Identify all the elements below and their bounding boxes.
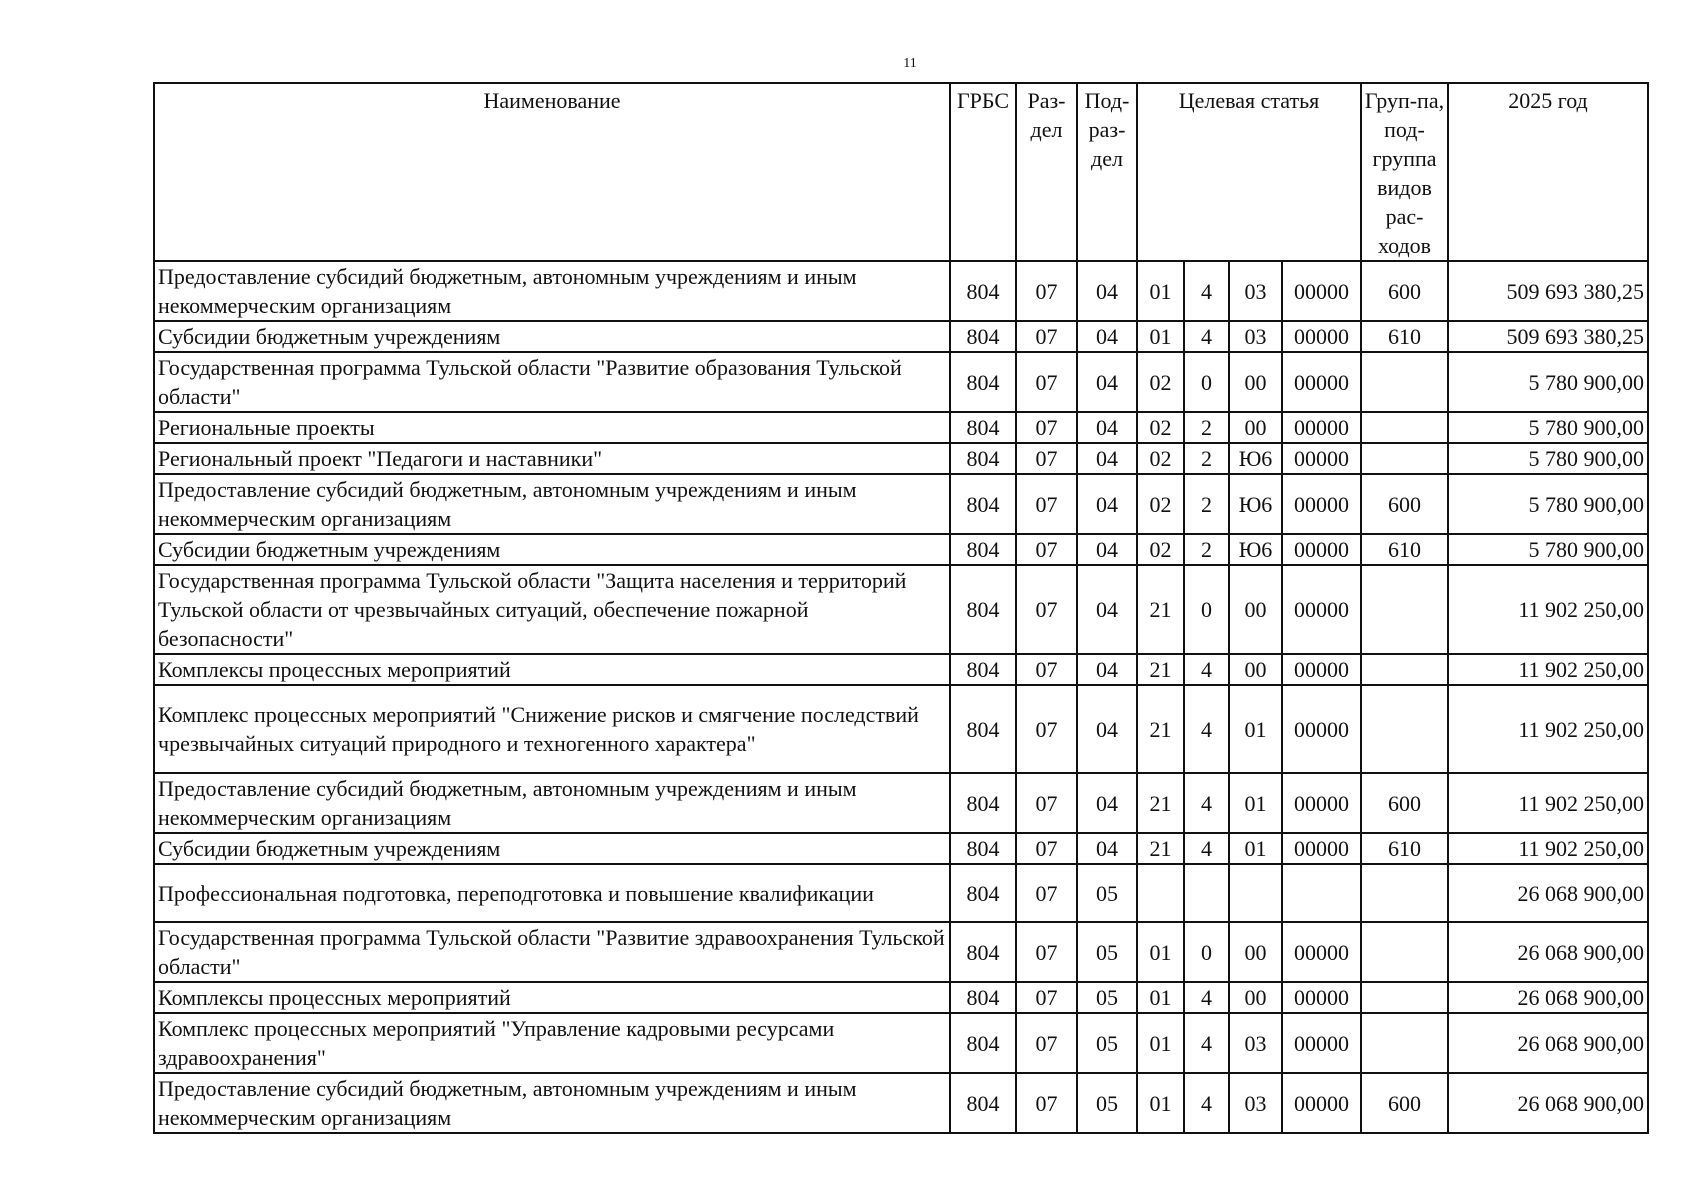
row-target-direction: 00000 bbox=[1282, 685, 1361, 773]
row-expense-group bbox=[1361, 685, 1448, 773]
row-razdel: 07 bbox=[1016, 864, 1077, 922]
row-expense-group bbox=[1361, 1013, 1448, 1073]
row-expense-group bbox=[1361, 864, 1448, 922]
row-amount: 26 068 900,00 bbox=[1448, 1013, 1648, 1073]
row-target-subtype: Ю6 bbox=[1229, 443, 1282, 474]
row-amount: 11 902 250,00 bbox=[1448, 833, 1648, 864]
row-target-subtype: Ю6 bbox=[1229, 534, 1282, 565]
row-razdel: 07 bbox=[1016, 321, 1077, 352]
row-razdel: 07 bbox=[1016, 773, 1077, 833]
row-grbs: 804 bbox=[950, 685, 1016, 773]
row-expense-group bbox=[1361, 443, 1448, 474]
row-expense-group bbox=[1361, 352, 1448, 412]
row-grbs: 804 bbox=[950, 321, 1016, 352]
row-name: Комплексы процессных мероприятий bbox=[154, 982, 950, 1013]
row-razdel: 07 bbox=[1016, 982, 1077, 1013]
row-target-subtype: 00 bbox=[1229, 982, 1282, 1013]
row-target-program: 01 bbox=[1137, 982, 1184, 1013]
row-expense-group bbox=[1361, 982, 1448, 1013]
row-expense-group: 610 bbox=[1361, 321, 1448, 352]
row-amount: 5 780 900,00 bbox=[1448, 412, 1648, 443]
row-name: Комплекс процессных мероприятий "Управление кадровыми ресурсами здравоохранения" bbox=[154, 1013, 950, 1073]
row-amount: 11 902 250,00 bbox=[1448, 654, 1648, 685]
row-name: Профессиональная подготовка, переподготовка и повышение квалификации bbox=[154, 864, 950, 922]
row-name: Комплекс процессных мероприятий "Снижение рисков и смягчение последствий чрезвычайных ситуаций природного и техногенного характера" bbox=[154, 685, 950, 773]
row-target-subtype: 01 bbox=[1229, 833, 1282, 864]
row-target-direction bbox=[1282, 864, 1361, 922]
row-target-program: 01 bbox=[1137, 321, 1184, 352]
row-expense-group: 600 bbox=[1361, 474, 1448, 534]
row-target-direction: 00000 bbox=[1282, 352, 1361, 412]
row-razdel: 07 bbox=[1016, 833, 1077, 864]
table-row bbox=[154, 773, 1648, 833]
row-grbs: 804 bbox=[950, 864, 1016, 922]
row-target-subtype: 03 bbox=[1229, 1013, 1282, 1073]
row-podrazdel: 04 bbox=[1077, 474, 1137, 534]
row-razdel: 07 bbox=[1016, 412, 1077, 443]
row-amount: 5 780 900,00 bbox=[1448, 534, 1648, 565]
row-name: Субсидии бюджетным учреждениям bbox=[154, 833, 950, 864]
row-target-program: 21 bbox=[1137, 685, 1184, 773]
row-target-type: 2 bbox=[1184, 474, 1229, 534]
row-name: Субсидии бюджетным учреждениям bbox=[154, 321, 950, 352]
row-target-type: 4 bbox=[1184, 261, 1229, 321]
header-target: Целевая статья bbox=[1137, 83, 1361, 261]
row-grbs: 804 bbox=[950, 1013, 1016, 1073]
row-target-type: 0 bbox=[1184, 922, 1229, 982]
row-podrazdel: 04 bbox=[1077, 534, 1137, 565]
row-name: Предоставление субсидий бюджетным, автономным учреждениям и иным некоммерческим организациям bbox=[154, 261, 950, 321]
row-grbs: 804 bbox=[950, 261, 1016, 321]
table-row bbox=[154, 474, 1648, 534]
table-row bbox=[154, 685, 1648, 773]
row-expense-group: 600 bbox=[1361, 261, 1448, 321]
row-podrazdel: 04 bbox=[1077, 833, 1137, 864]
row-target-program: 21 bbox=[1137, 773, 1184, 833]
row-podrazdel: 05 bbox=[1077, 982, 1137, 1013]
row-name: Государственная программа Тульской области "Защита населения и территорий Тульской области от чрезвычайных ситуаций, обеспечение пожарной безопасности" bbox=[154, 565, 950, 654]
row-target-subtype: 00 bbox=[1229, 412, 1282, 443]
row-amount: 26 068 900,00 bbox=[1448, 864, 1648, 922]
row-target-program bbox=[1137, 864, 1184, 922]
row-razdel: 07 bbox=[1016, 685, 1077, 773]
row-razdel: 07 bbox=[1016, 443, 1077, 474]
table-row bbox=[154, 321, 1648, 352]
row-target-direction: 00000 bbox=[1282, 982, 1361, 1013]
row-target-subtype: 00 bbox=[1229, 654, 1282, 685]
row-target-subtype: 03 bbox=[1229, 1073, 1282, 1133]
table-row bbox=[154, 352, 1648, 412]
row-target-subtype: 03 bbox=[1229, 261, 1282, 321]
table-row bbox=[154, 261, 1648, 321]
table-row bbox=[154, 922, 1648, 982]
row-razdel: 07 bbox=[1016, 474, 1077, 534]
row-target-type: 2 bbox=[1184, 412, 1229, 443]
row-amount: 5 780 900,00 bbox=[1448, 474, 1648, 534]
row-target-type: 4 bbox=[1184, 654, 1229, 685]
row-target-type: 0 bbox=[1184, 565, 1229, 654]
row-target-program: 01 bbox=[1137, 1073, 1184, 1133]
row-target-direction: 00000 bbox=[1282, 474, 1361, 534]
row-name: Государственная программа Тульской области "Развитие здравоохранения Тульской области" bbox=[154, 922, 950, 982]
row-target-direction: 00000 bbox=[1282, 565, 1361, 654]
table-row bbox=[154, 534, 1648, 565]
row-target-subtype bbox=[1229, 864, 1282, 922]
row-grbs: 804 bbox=[950, 982, 1016, 1013]
row-target-subtype: 01 bbox=[1229, 685, 1282, 773]
row-target-type: 4 bbox=[1184, 1013, 1229, 1073]
row-amount: 11 902 250,00 bbox=[1448, 773, 1648, 833]
row-razdel: 07 bbox=[1016, 654, 1077, 685]
row-target-program: 02 bbox=[1137, 443, 1184, 474]
row-podrazdel: 05 bbox=[1077, 1073, 1137, 1133]
row-name: Субсидии бюджетным учреждениям bbox=[154, 534, 950, 565]
row-podrazdel: 04 bbox=[1077, 261, 1137, 321]
table-row bbox=[154, 982, 1648, 1013]
table-header bbox=[154, 83, 1648, 261]
row-target-direction: 00000 bbox=[1282, 1013, 1361, 1073]
row-name: Региональные проекты bbox=[154, 412, 950, 443]
row-expense-group: 610 bbox=[1361, 833, 1448, 864]
row-amount: 5 780 900,00 bbox=[1448, 352, 1648, 412]
row-target-direction: 00000 bbox=[1282, 412, 1361, 443]
row-grbs: 804 bbox=[950, 474, 1016, 534]
row-target-subtype: 01 bbox=[1229, 773, 1282, 833]
row-target-program: 21 bbox=[1137, 833, 1184, 864]
row-amount: 26 068 900,00 bbox=[1448, 1073, 1648, 1133]
row-razdel: 07 bbox=[1016, 1013, 1077, 1073]
table-row bbox=[154, 654, 1648, 685]
row-target-program: 01 bbox=[1137, 1013, 1184, 1073]
row-podrazdel: 04 bbox=[1077, 565, 1137, 654]
row-razdel: 07 bbox=[1016, 565, 1077, 654]
header-group: Груп-па, под-группа видов рас-ходов bbox=[1361, 83, 1448, 261]
row-grbs: 804 bbox=[950, 1073, 1016, 1133]
table-row bbox=[154, 864, 1648, 922]
row-target-subtype: 00 bbox=[1229, 352, 1282, 412]
header-grbs: ГРБС bbox=[950, 83, 1016, 261]
row-target-program: 01 bbox=[1137, 922, 1184, 982]
row-razdel: 07 bbox=[1016, 534, 1077, 565]
row-target-subtype: 00 bbox=[1229, 565, 1282, 654]
row-target-type bbox=[1184, 864, 1229, 922]
row-target-subtype: 00 bbox=[1229, 922, 1282, 982]
row-amount: 26 068 900,00 bbox=[1448, 982, 1648, 1013]
row-name: Предоставление субсидий бюджетным, автономным учреждениям и иным некоммерческим организациям bbox=[154, 1073, 950, 1133]
row-expense-group bbox=[1361, 565, 1448, 654]
row-target-type: 4 bbox=[1184, 773, 1229, 833]
row-target-direction: 00000 bbox=[1282, 261, 1361, 321]
table-row bbox=[154, 1073, 1648, 1133]
row-target-program: 01 bbox=[1137, 261, 1184, 321]
header-name: Наименование bbox=[154, 83, 950, 261]
table-row bbox=[154, 412, 1648, 443]
row-name: Государственная программа Тульской области "Развитие образования Тульской области" bbox=[154, 352, 950, 412]
row-expense-group bbox=[1361, 922, 1448, 982]
budget-table bbox=[153, 82, 1649, 1134]
row-grbs: 804 bbox=[950, 352, 1016, 412]
row-podrazdel: 04 bbox=[1077, 654, 1137, 685]
row-amount: 11 902 250,00 bbox=[1448, 565, 1648, 654]
row-razdel: 07 bbox=[1016, 352, 1077, 412]
page-number: 11 bbox=[903, 56, 917, 71]
row-grbs: 804 bbox=[950, 565, 1016, 654]
row-target-program: 02 bbox=[1137, 412, 1184, 443]
header-razdel: Раз-дел bbox=[1016, 83, 1077, 261]
row-target-type: 4 bbox=[1184, 833, 1229, 864]
row-target-program: 21 bbox=[1137, 565, 1184, 654]
row-grbs: 804 bbox=[950, 443, 1016, 474]
row-target-program: 02 bbox=[1137, 352, 1184, 412]
row-amount: 5 780 900,00 bbox=[1448, 443, 1648, 474]
row-target-program: 02 bbox=[1137, 534, 1184, 565]
row-podrazdel: 05 bbox=[1077, 1013, 1137, 1073]
row-expense-group: 600 bbox=[1361, 773, 1448, 833]
row-podrazdel: 04 bbox=[1077, 412, 1137, 443]
row-podrazdel: 04 bbox=[1077, 443, 1137, 474]
row-target-direction: 00000 bbox=[1282, 1073, 1361, 1133]
row-grbs: 804 bbox=[950, 833, 1016, 864]
row-target-type: 0 bbox=[1184, 352, 1229, 412]
row-razdel: 07 bbox=[1016, 1073, 1077, 1133]
row-target-direction: 00000 bbox=[1282, 833, 1361, 864]
table-row bbox=[154, 443, 1648, 474]
row-name: Предоставление субсидий бюджетным, автономным учреждениям и иным некоммерческим организациям bbox=[154, 474, 950, 534]
row-target-subtype: Ю6 bbox=[1229, 474, 1282, 534]
row-target-direction: 00000 bbox=[1282, 654, 1361, 685]
row-target-program: 21 bbox=[1137, 654, 1184, 685]
row-target-direction: 00000 bbox=[1282, 922, 1361, 982]
table-row bbox=[154, 565, 1648, 654]
row-target-direction: 00000 bbox=[1282, 773, 1361, 833]
row-podrazdel: 04 bbox=[1077, 321, 1137, 352]
row-target-direction: 00000 bbox=[1282, 534, 1361, 565]
row-amount: 509 693 380,25 bbox=[1448, 261, 1648, 321]
row-grbs: 804 bbox=[950, 654, 1016, 685]
row-expense-group: 610 bbox=[1361, 534, 1448, 565]
row-target-type: 4 bbox=[1184, 1073, 1229, 1133]
row-name: Комплексы процессных мероприятий bbox=[154, 654, 950, 685]
row-podrazdel: 04 bbox=[1077, 685, 1137, 773]
row-amount: 26 068 900,00 bbox=[1448, 922, 1648, 982]
row-name: Региональный проект "Педагоги и наставники" bbox=[154, 443, 950, 474]
table-row bbox=[154, 1013, 1648, 1073]
row-amount: 11 902 250,00 bbox=[1448, 685, 1648, 773]
row-target-subtype: 03 bbox=[1229, 321, 1282, 352]
table-row bbox=[154, 833, 1648, 864]
table-body bbox=[154, 261, 1648, 1133]
row-podrazdel: 04 bbox=[1077, 773, 1137, 833]
row-target-program: 02 bbox=[1137, 474, 1184, 534]
row-target-direction: 00000 bbox=[1282, 321, 1361, 352]
row-grbs: 804 bbox=[950, 922, 1016, 982]
row-target-type: 4 bbox=[1184, 982, 1229, 1013]
row-target-type: 4 bbox=[1184, 321, 1229, 352]
row-podrazdel: 05 bbox=[1077, 922, 1137, 982]
row-grbs: 804 bbox=[950, 412, 1016, 443]
header-year: 2025 год bbox=[1448, 83, 1648, 261]
row-grbs: 804 bbox=[950, 534, 1016, 565]
row-expense-group bbox=[1361, 654, 1448, 685]
row-target-type: 2 bbox=[1184, 534, 1229, 565]
row-expense-group bbox=[1361, 412, 1448, 443]
row-target-type: 4 bbox=[1184, 685, 1229, 773]
row-expense-group: 600 bbox=[1361, 1073, 1448, 1133]
row-podrazdel: 04 bbox=[1077, 352, 1137, 412]
header-podrazdel: Под-раз-дел bbox=[1077, 83, 1137, 261]
row-podrazdel: 05 bbox=[1077, 864, 1137, 922]
row-name: Предоставление субсидий бюджетным, автономным учреждениям и иным некоммерческим организациям bbox=[154, 773, 950, 833]
row-target-type: 2 bbox=[1184, 443, 1229, 474]
row-razdel: 07 bbox=[1016, 922, 1077, 982]
row-grbs: 804 bbox=[950, 773, 1016, 833]
row-razdel: 07 bbox=[1016, 261, 1077, 321]
row-target-direction: 00000 bbox=[1282, 443, 1361, 474]
row-amount: 509 693 380,25 bbox=[1448, 321, 1648, 352]
